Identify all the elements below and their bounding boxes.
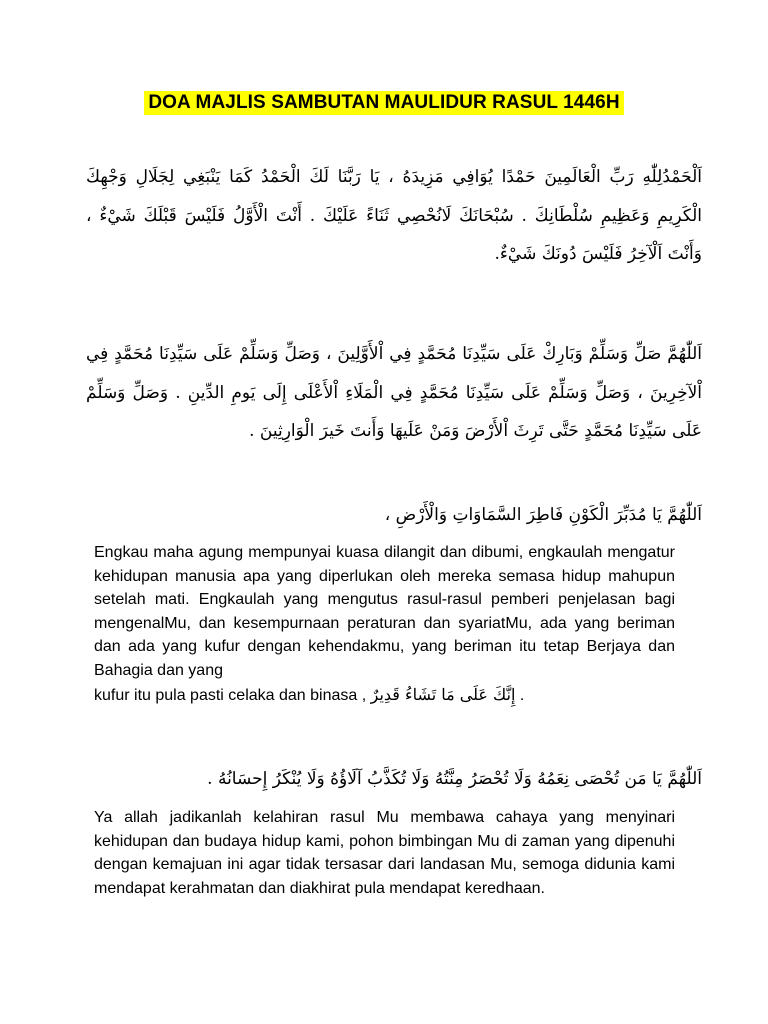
malay-closing-text: kufur itu pula pasti celaka dan binasa , [94, 686, 367, 704]
malay-paragraph-praise-closing [94, 683, 675, 708]
malay-closing-period: . [519, 686, 525, 704]
title-container [0, 91, 768, 115]
arabic-paragraph-blessings: اَللّٰهُمَّ يَا مَن تُحْصَى نِعَمُهُ وَلَا تُحْصَرُ مِنَّتُهُ وَلَا تُكَذَّبُ آلَاؤُهُ وَلَا يُنْكَرُ إِحسَانُهُ . [207, 769, 702, 789]
arabic-inline-phrase: إِنَّكَ عَلَى مَا تَشَاءُ قَدِيرٌ [370, 684, 516, 704]
arabic-paragraph-selawat: اَللّٰهُمَّ صَلِّ وَسَلِّمْ وَبَارِكْ عَلَى سَيِّدِنَا مُحَمَّدٍ فِي اْلأَوَّلِينَ ، وَصَلِّ وَسَلِّمْ عَلَى سَيِّدِنَا مُحَمَّدٍ فِي اْلآخِرِينَ ، وَصَلِّ وَسَلِّمْ عَلَى سَيِّدِنَا مُحَمَّدٍ فِي الْمَلَاءِ اْلأَعْلَى إِلَى يَومِ الدِّينِ . وَصَلِّ وَسَلِّمْ عَلَى سَيِّدِنَا مُحَمَّدٍ حَتَّى تَرِثَ اْلأَرْضَ وَمَنْ عَلَيهَا وَأَنتَ خَيرَ الْوَارِثِينَ . [86, 344, 702, 441]
document-title: DOA MAJLIS SAMBUTAN MAULIDUR RASUL 1446H [144, 91, 623, 115]
malay-paragraph-praise-main: Engkau maha agung mempunyai kuasa dilangit dan dibumi, engkaulah mengatur kehidupan manusia apa yang diperlukan oleh mereka semasa hidup mahupun setelah mati. Engkaulah yang mengutus rasul-rasul pemberi penjelasan bagi mengenalMu, dan kesempurnaan peraturan dan syariatMu, ada yang beriman dan ada yang kufur dengan kehendakmu, yang beriman itu tetap Berjaya dan Bahagia dan yang [94, 544, 675, 679]
arabic-paragraph-invocation: اَللّٰهُمَّ يَا مُدَبِّرَ الْكَوْنِ فَاطِرَ السَّمَاوَاتِ وَالْأَرْضِ ، [384, 505, 702, 525]
arabic-paragraph-hamdalah: اَلْحَمْدُلِلّٰهِ رَبِّ الْعَالَمِينَ حَمْدًا يُوَافِي مَزِيدَهُ ، يَا رَبَّنَا لَكَ الْحَمْدُ كَمَا يَنْبَغِي لِجَلَالِ وَجْهِكَ الْكَرِيمِ وَعَظِيمِ سُلْطَانِكَ . سُبْحَانَكَ لَانُحْصِي ثَنَاءً عَلَيْكَ . أَنْتَ الْأَوَّلُ فَلَيْسَ قَبْلَكَ شَيْءٌ ، وَأَنْتَ اَلْآخِرُ فَلَيْسَ دُونَكَ شَيْءٌ. [86, 167, 702, 264]
malay-paragraph-praise [94, 541, 675, 707]
malay-paragraph-prayer: Ya allah jadikanlah kelahiran rasul Mu membawa cahaya yang menyinari kehidupan dan budaya hidup kami, pohon bimbingan Mu di zaman yang dipenuhi dengan kemajuan ini agar tidak tersasar dari landasan Mu, semoga didunia kami mendapat kerahmatan dan diakhirat pula mendapat keredhaan. [94, 809, 675, 897]
